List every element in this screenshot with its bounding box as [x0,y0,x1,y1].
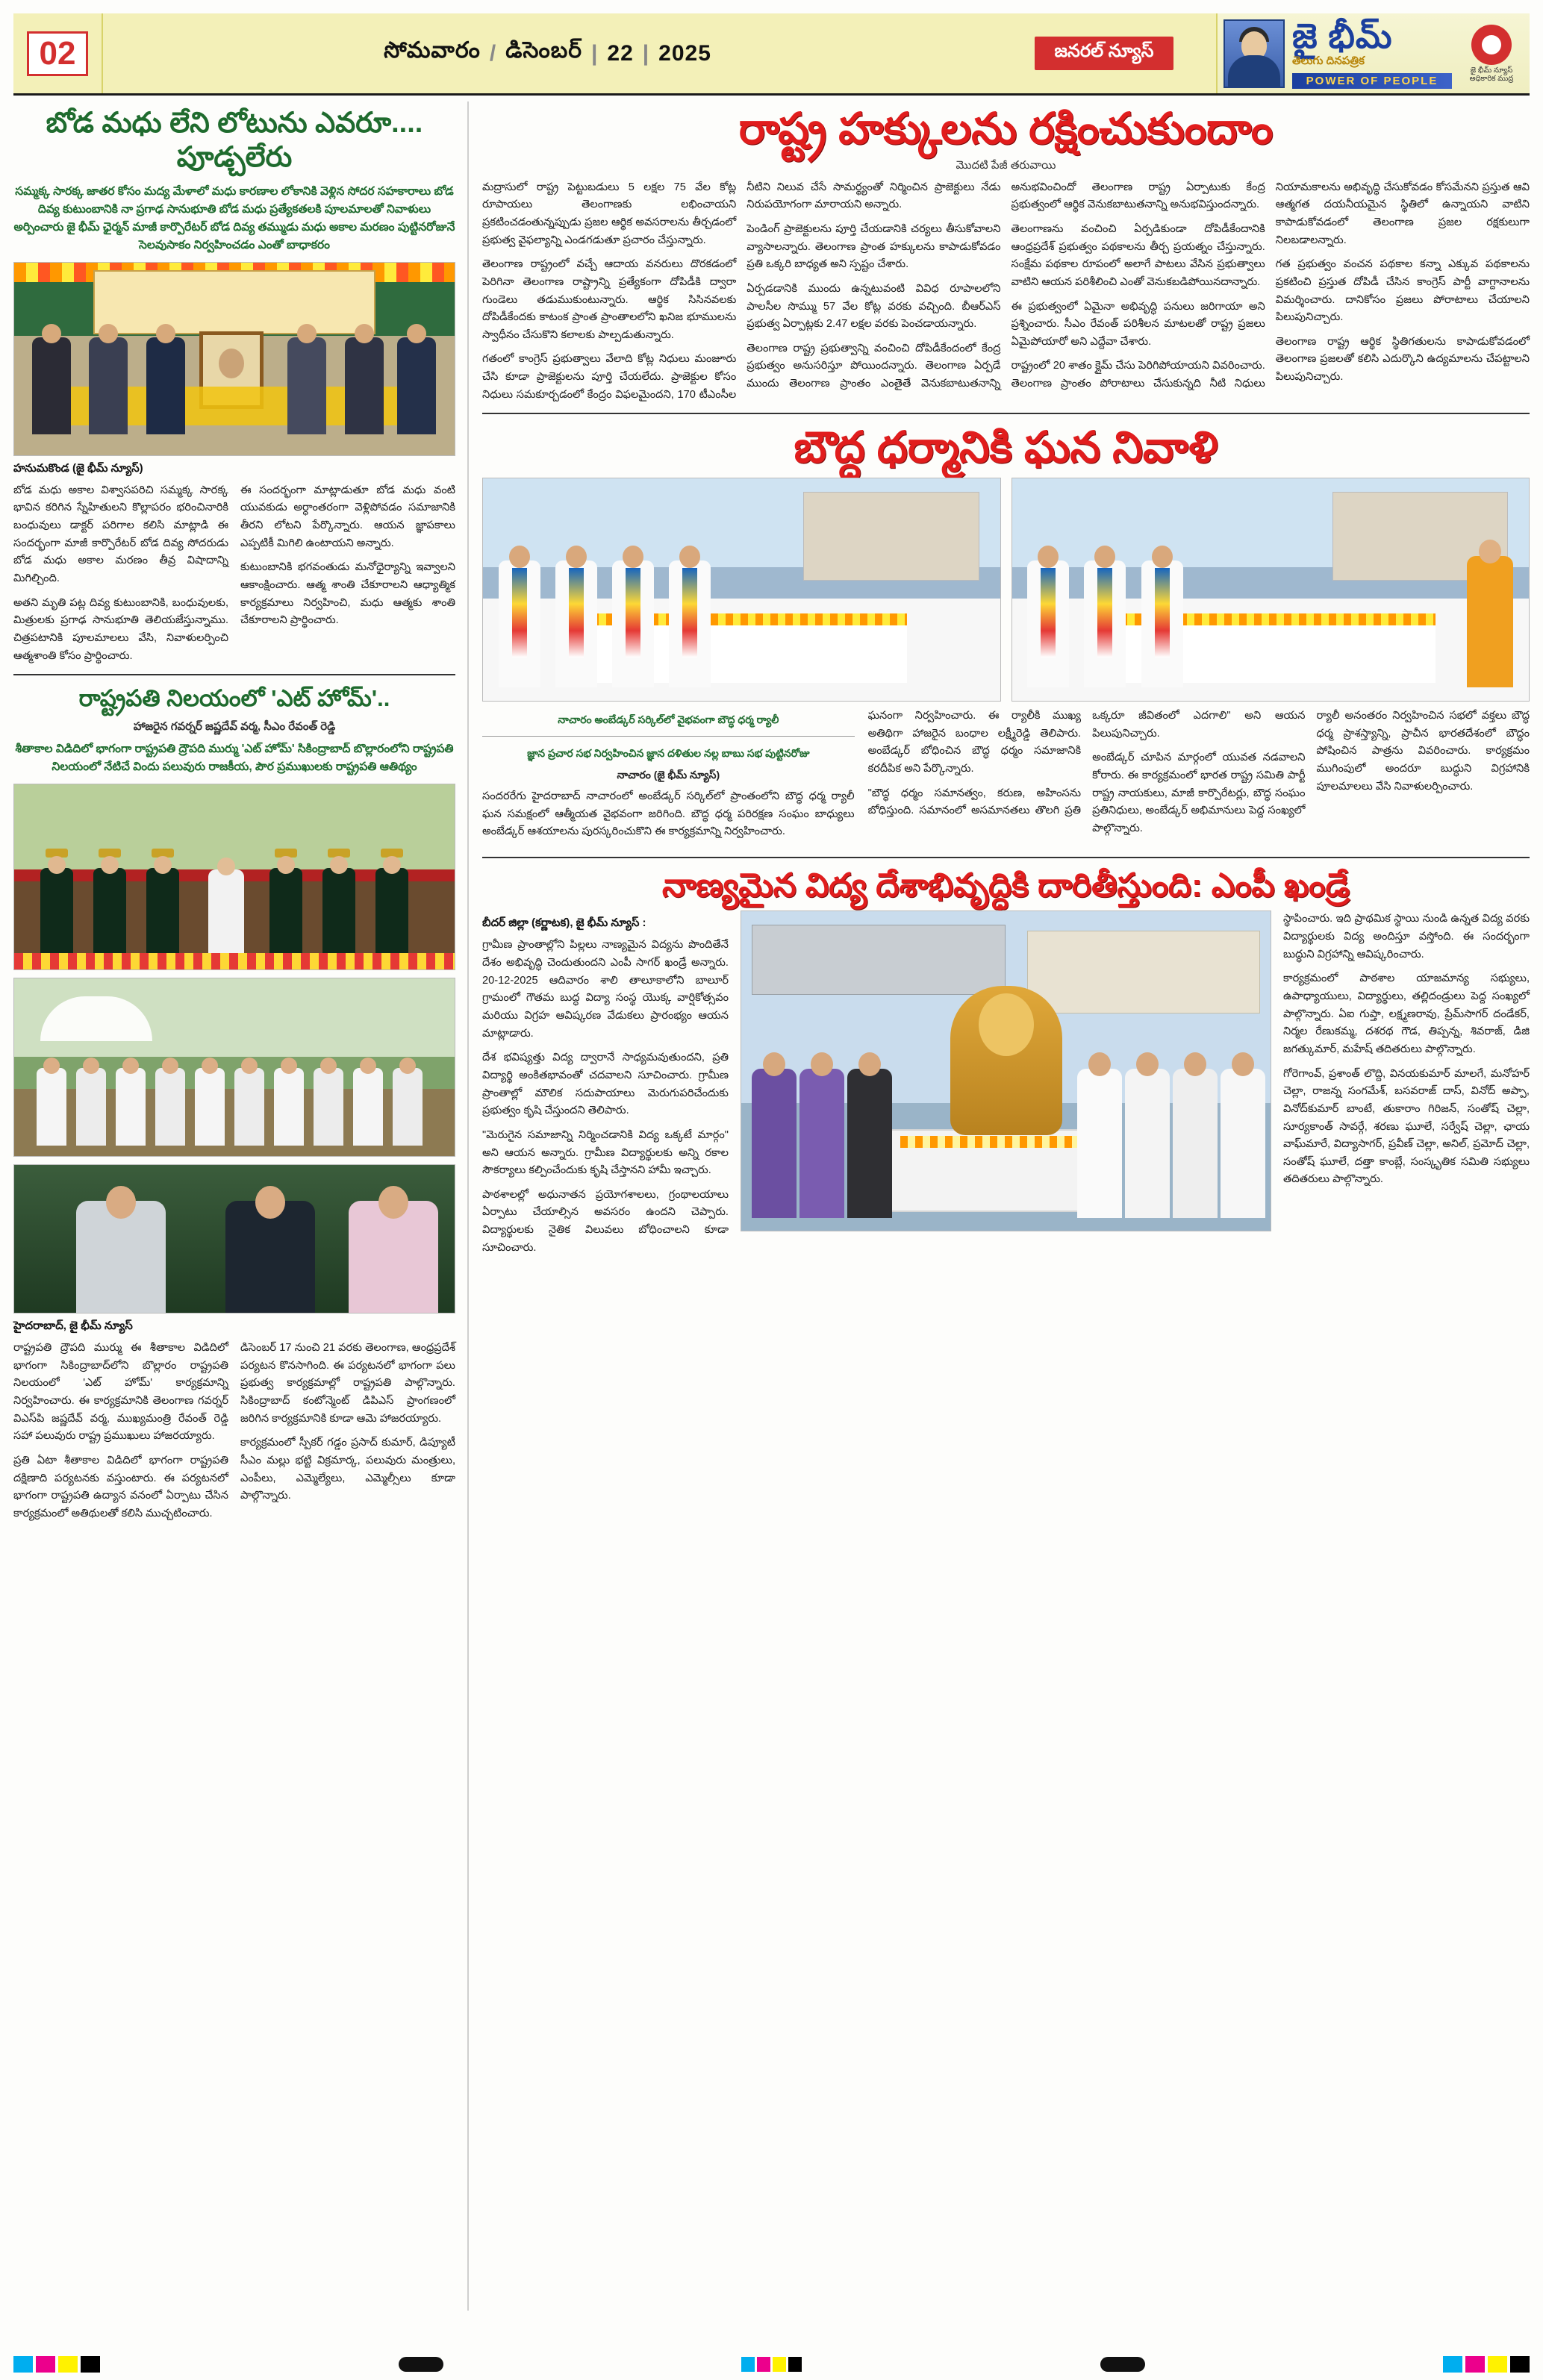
date-day-name: సోమవారం [384,38,481,63]
story2-para-3: డిసెంబర్ 17 నుంచి 21 వరకు తెలంగాణ, ఆంధ్రప్రదేశ్ పర్యటన కొనసాగింది. ఈ పర్యటనలో భాగంగా పలు ప్రభుత్వ కార్యక్రమాల్లో రాష్ట్రపతి పాల్గొన్నారు. సికింద్రాబాద్ కంటోన్మెంట్ డిపిఎస్ ప్రాంగణంలో జరిగిన కార్యక్రమానికి కూడా ఆమె హాజరయ్యారు. [240,1342,455,1425]
left-divider-1 [13,674,455,675]
registration-blob-1 [399,2357,443,2372]
print-registration-bars [13,2355,1530,2374]
buddha-body-col1 [482,788,855,841]
lead-para-7: తెలంగాణను వంచించి ఏర్పడికుండా దోపిడీకేందానికి ఆంధ్రప్రదేశ్ ప్రభుత్వం పథకాలను తీర్చ ప్రయత్నం చేస్తున్నారు. సంక్షేమ పథకాల రూపంలో అలాగే పాటలు వేసిన ప్రభుత్వాలు వాటిని ఆయన పరిశీలించి ఎంతో వెనుకబడిపోయినదాన్నారు. [1011,222,1265,288]
story2-photo-seated [13,1164,455,1314]
swatch-right-yellow [1488,2356,1507,2373]
lead-para-8: ఈ ప్రభుత్వంలో ఏమైనా అభివృద్ధి పనులు జరిగాయా అని ప్రశ్నించారు. సీఎం రేవంత్ పరిశీలన మాటలతో రాష్ట్ర ప్రజలు ఏమైపోయారో అని ఎద్దేవా చేశారు. [1011,300,1265,348]
buddha-photo-left [482,478,1001,702]
lead-para-11: తెలంగాణ రాష్ట్ర ఆర్థిక స్థితిగతులను కాపాడుకోవడంలో తెలంగాణ ప్రజలతో కలిసి ఎదుర్కొని ఉద్యమాలను చేపట్టాలని పిలుపునిచ్చారు. [1275,335,1530,384]
story2-para-1: రాష్ట్రపతి ద్రౌపది ముర్ము ఈ శీతాకాల విడిదిలో భాగంగా సికింద్రాబాద్‌లోని బొల్లారం రాష్ట్రపతి నిలయంలో 'ఎట్ హోమ్' కార్యక్రమాన్ని నిర్వహించారు. ఈ కార్యక్రమానికి తెలంగాణ గవర్నర్ విఎస్‌పి జష్ణదేవ్ వర్మ, ముఖ్యమంత్రి రేవంత్ రెడ్డి సహా పలువురు రాష్ట్ర ప్రముఖులు హాజరయ్యారు. [13,1342,228,1443]
date-separator-2: | [590,40,599,66]
lead-para-10: గత ప్రభుత్వం వంచన పథకాల కన్నా ఎక్కువ పథకాలను ప్రకటించి ప్రస్తుత దోపిడీ చేసిన కాంగ్రెస్ పార్టీ వాగ్దానాలను విమర్శించారు. దానికోసం ప్రజలు పోరాటాలు చేయాలని పిలుపునిచ్చారు. [1275,258,1530,324]
khandre-para-5: స్థాపించారు. ఇది ప్రాథమిక స్థాయి నుండి ఉన్నత విద్య వరకు విద్యార్థులకు విద్య అందిస్తూ వస్తోంది. ఈ సందర్భంగా బుద్ధుని విగ్రహాన్ని ఆవిష్కరించారు. [1283,913,1530,961]
swatch-right-cyan [1443,2356,1462,2373]
newspaper-logo [1216,13,1530,93]
story2-headline: రాష్ట్రపతి నిలయంలో 'ఎట్ హోమ్'.. [78,685,390,712]
registration-blob-2 [1100,2357,1145,2372]
swatch-magenta [36,2356,55,2373]
buddha-caption-2: జ్ఞాన ప్రచార సభ నిర్వహించిన జ్ఞాన దళితుల నల్ల బాబు సభ పుట్టినరోజు [527,747,810,760]
story1-para-1: బోడ మధు అకాల విశ్వాసపరిచి సమ్మక్క సారక్క భావిన కరిగిన స్నేహితులని కొల్లాపరం భరించినారికి బంధువులు డాక్టర్ పరిగాల కలిసి మాట్లాడి ఈ సందర్భంగా మాజీ కార్పొరేటర్ బోడ దివ్య సోదరుడు బోడ మధు అకాల మరణం తీవ్ర విషాదాన్ని మిగిల్చింది. [13,484,228,584]
khandre-para-7: గోరెగాంవ్, ప్రశాంత్ లొద్ది, వినయకుమార్ మాలగే, మనోహర్ చెల్లా, రాజన్న సంగమేశ్, బసవరాజ్ దాస్, వినోద్ అప్పా, వినోద్‌కుమార్ బాంటే, తుకారాం గిరిజన్, సంతోష్ చెల్లా, సూర్యకాంత్ సావర్గే, శరణు ఘూలే, సర్వేష్ చెల్లా, ఛాయ వాఘ్‌మారే, విద్యాసాగర్, ప్రవీణ్ చెల్లా, అనిల్, ప్రమోద్ చెల్లా, సంతోష్ ఘూలే, దత్తా కాంబ్లే, సంస్కృతిక సమితి సభ్యులు తదితరులు పాల్గొన్నారు. [1283,1067,1530,1186]
date-strip [103,13,992,93]
logo-subtitle: తెలుగు దినపత్రిక [1292,54,1365,67]
khandre-para-6: కార్యక్రమంలో పాఠశాల యాజమాన్య సభ్యులు, ఉపాధ్యాయులు, విద్యార్థులు, తల్లిదండ్రులు పెద్ద సంఖ్యలో పాల్గొన్నారు. ఏఐ గుప్తా, లక్ష్మణరావు, ప్రేమ్‌సాగర్ దండేకర్, నిర్మల రేణుకమ్మ, దశరథ గౌడ, తిప్పన్న, శివరాజ్, డిజి జగత్కుమార్, మహేష్ తదితరులు పాల్గొన్నారు. [1283,972,1530,1055]
lead-headline: రాష్ట్ర హక్కులను రక్షించుకుందాం [738,104,1274,153]
page-number: 02 [27,31,89,76]
cmyk-swatches-mid [741,2357,802,2372]
khandre-byline: బీదర్ జిల్లా (కర్ణాటక), జై భీమ్ న్యూస్ : [482,916,646,930]
swatch-mid-yellow [773,2357,786,2372]
swatch-black [81,2356,100,2373]
swatch-yellow [58,2356,78,2373]
buddha-para-1: సందరరేగు హైదరాబాద్ నాచారంలో అంబేడ్కర్ సర్కిల్‌లో ప్రాంతంలోని బౌద్ధ ధర్మ ర్యాలీ ఘన సమక్షంలో ఆత్మీయత వైభవంగా జరిగింది. బౌద్ధ ధర్మ పరిరక్షణ సంఘం బాధ్యులు అంబేడ్కర్ ఆశయాలను పురస్కరించుకొని ఈ కార్యక్రమాన్ని నిర్వహించారు. [482,790,855,838]
lead-para-3: గతంలో కాంగ్రెస్ ప్రభుత్వాలు వేలాది కోట్ల నిధులు మంజూరు చేసి కూడా ప్రాజెక్టులను పూర్తి చేయలేదు. ప్రాజెక్టుల కోసం నిధులు సమకూర్చడంలో కేంద్రం విఫలమైందని, 170 టీఎంసీల నీటిని నిలువ చేసే సామర్థ్యంతో నిర్మించిన ప్రాజెక్టులు నేడు నిరుపయోగంగా మారాయని అన్నారు. [482,181,1001,401]
story1-photo [13,262,455,456]
story1-caption: హనుమకొండ (జై భీమ్ న్యూస్) [13,461,143,475]
section-tag-label: జనరల్ న్యూస్ [1035,37,1173,70]
stamp-seal-icon [1471,25,1512,65]
story2-standfirst: హాజరైన గవర్నర్ జష్ణదేవ్ వర్మ, సీఎం రేవంత్ రెడ్డి [133,720,336,733]
ambedkar-portrait-icon [1224,19,1285,88]
date-month: డిసెంబర్ [505,38,582,63]
masthead [13,13,1530,96]
lead-para-5: ఏర్పడడానికి ముందు ఉన్నటువంటి వివిధ రూపాలలోని పాలసీల సొమ్ము 57 వేల కోట్ల వరకు వచ్చింది. బీఆర్ఎస్ ప్రభుత్వ ఏర్పాట్లకు 2.47 లక్షల వరకు పెంచడాయన్నారు. [746,282,1001,331]
right-divider-2 [482,857,1530,858]
khandre-para-4: పాఠశాలల్లో అధునాతన ప్రయోగశాలలు, గ్రంథాలయాలు ఏర్పాటు చేయాల్సిన అవసరం ఉందని చెప్పారు. విద్యార్థులకు నైతిక విలువలు బోధించాలని కూడా సూచించారు. [482,1188,729,1254]
logo-stamp-caption: జై భీమ్ న్యూస్ అధికారిక ముద్ర [1469,66,1514,83]
logo-stamp [1459,25,1524,83]
cmyk-swatches-left [13,2356,100,2373]
section-tag [992,13,1216,93]
lead-para-2: తెలంగాణ రాష్ట్రంలో వచ్చే ఆదాయ వనరులు దొరకడంలో పెరిగినా తెలంగాణ రాష్ట్రాన్ని ప్రత్యేకంగా దోపిడీకి ద్వారా గుండెలు తడుముకుంటున్నారు. ఆర్థిక సిసినవలకు దోపిడీకేందకు కాటంక ప్రాంత ప్రాంతాలలోని ఖనిజ భూములను స్వాధీనం చేసుకొని కలాలకు పాల్పడుతున్నారు. [482,258,737,341]
date-year: 2025 [658,40,711,66]
story1-headline: బోడ మధు లేని లోటును ఎవరూ.... పూడ్చలేరు [46,107,423,174]
buddha-byline: నాచారం (జై భీమ్ న్యూస్) [617,768,720,781]
lead-kicker: మొదటి పేజీ తరువాయి [956,158,1056,172]
buddha-para-5: ర్యాలీ అనంతరం నిర్వహించిన సభలో వక్తలు బౌద్ధ ధర్మ ప్రాశస్త్యాన్ని, ప్రాచీన భారతదేశంలో బౌద్ధం పోషించిన పాత్రను వివరించారు. కార్యక్రమం ముగింపులో అందరూ బుద్ధుని విగ్రహానికి పూలమాలలు వేసి నివాళులర్పించారు. [1316,710,1530,793]
left-column [13,101,469,2311]
buddha-para-4: అంబేడ్కర్ చూపిన మార్గంలో యువత నడవాలని కోరారు. ఈ కార్యక్రమంలో భారత రాష్ట్ర సమితి పార్టీ రాష్ట్ర నాయకులు, మాజీ కార్పొరేటర్లు, బౌద్ధ సంఘం ప్రతినిధులు, అంబేడ్కర్ అభిమానులు పెద్ద సంఖ్యలో పాల్గొన్నారు. [1092,752,1306,834]
swatch-mid-black [788,2357,802,2372]
swatch-mid-magenta [757,2357,770,2372]
khandre-para-1: గ్రామీణ ప్రాంతాల్లోని పిల్లలు నాణ్యమైన విద్యను పొందితేనే దేశం అభివృద్ధి చెందుతుందని ఎంపీ సాగర్ ఖండ్రే అన్నారు. 20-12-2025 ఆదివారం శాలి తాలూకాలోని బాలూర్ గ్రామంలో గౌతమ బుద్ధ విద్యా సంస్థ యొక్క వార్షికోత్సవం మరియు విగ్రహ ఆవిష్కరణ వేడుకలు ప్రారంభ్యం ఆయన మాట్లాడారు. [482,939,729,1040]
buddha-text-row [482,708,1530,848]
story2-caption: హైదరాబాద్, జై భీమ్ న్యూస్ [13,1319,133,1333]
story2-para-2: ప్రతి ఏటా శీతాకాల విడిదిలో భాగంగా రాష్ట్రపతి దక్షిణాది పర్యటనకు వస్తుంటారు. ఈ పర్యటనలో భాగంగా రాష్ట్రపతి ఉద్యాన వనంలో ఏర్పాటు చేసిన కార్యక్రమంలో అతిథులతో కలిసి ముచ్చటించారు. [13,1454,228,1519]
story1-para-2: అతని మృతి పట్ల దివ్య కుటుంబానికి, బంధువులకు, మిత్రులకు ప్రగాఢ సానుభూతి తెలియజేస్తున్నాము. చిత్రపటానికి పూలమాలలు వేసి, నివాళులర్పించి ఆత్మశాంతి కోసం ప్రార్థించారు. [13,596,228,662]
khandre-body-col3 [1283,911,1530,1264]
story2-photo-guard-of-honour [13,784,455,970]
khandre-para-2: దేశ భవిష్యత్తు విద్య ద్వారానే సాధ్యమవుతుందని, ప్రతి విద్యార్థి అంకితభావంతో చదవాలని సూచించారు. గ్రామీణ ప్రాంతాల్లో మౌలిక సదుపాయాలు మెరుగుపరిచేందుకు ప్రభుత్వం కృషి చేస్తుందని తెలిపారు. [482,1052,729,1117]
story1-body [13,482,455,665]
date-separator-1: / [489,40,497,66]
page-body [13,101,1530,2311]
page-number-box [13,13,103,93]
khandre-headline: నాణ్యమైన విద్య దేశాభివృద్ధికి దారితీస్తుంది: ఎంపీ ఖండ్రే [661,866,1350,904]
logo-title: జై భీమ్ [1292,16,1393,55]
khandre-photo-statue [741,911,1271,1231]
lead-para-4: పెండింగ్ ప్రాజెక్టులను పూర్తి చేయడానికి చర్యలు తీసుకోవాలని వ్యాసాలన్నారు. తెలంగాణ ప్రాంత హక్కులను కాపాడుకోవడం ప్రతి ఒక్కరి బాధ్యత అని స్పష్టం చేశారు. [746,222,1001,271]
lead-para-9: రాష్ట్రంలో 20 శాతం క్లైమ్ చేసు పెరిగిపోయాయని వివరించారు. తెలంగాణ ప్రాంతం పోరాటాలు చేసుకున్నది నీటి నిధులు నియామకాలను అభివృద్ధి చేసుకోవడం కోసమేనని ప్రస్తుత ఆవి ఆత్మగత దయనీయమైన స్థితిలో ఉన్నాయని వాటిని కాపాడుకోవడంలో తెలంగాణ ప్రజల రక్షకులుగా నిలబడాలన్నారు. [1011,181,1530,390]
story2-body [13,1340,455,1522]
story1-standfirst: సమ్మక్క సారక్క జాతర కోసం మద్య మేళాలో మధు కారణాల లోకానికి వెళ్లిన సోదర సహకారాలు బోడ దివ్య కుటుంబానికి నా ప్రగాఢ సానుభూతి బోడ మధు ప్రత్యేకతలకి పూలమాలతో నివాళులు అర్పించారు జై భీమ్ ఛైర్మన్ మాజీ కార్పొరేటర్ బోడ దివ్య తమ్ముడు మధు అకాల మరణం పుట్టినరోజునే సెలవుసాకం నిర్వహించడం ఎంతో బాధాకరం [13,184,455,252]
story2-para-4: కార్యక్రమంలో స్పీకర్ గడ్డం ప్రసాద్ కుమార్, డిప్యూటీ సీఎం మల్లు భట్టి విక్రమార్క, పలువురు మంత్రులు, ఎంపీలు, ఎమ్మెల్యేలు, ఎమ్మెల్సీలు కూడా పాల్గొన్నారు. [240,1437,455,1502]
story2-subhead: శీతాకాల విడిదిలో భాగంగా రాష్ట్రపతి ద్రౌపది ముర్ము 'ఎట్ హోమ్' సికింద్రాబాద్ బొల్లారంలోని రాష్ట్రపతి నిలయంలో నేటిచే విందు పలువురు రాజకీయ, పౌర ప్రముఖులకు రాష్ట్రపతి ఆతిథ్యం [15,743,454,774]
buddha-photo-right [1011,478,1530,702]
logo-ribbon: POWER OF PEOPLE [1292,73,1452,89]
swatch-cyan [13,2356,33,2373]
swatch-right-black [1510,2356,1530,2373]
buddha-para-2: ఘనంగా నిర్వహించారు. ఈ ర్యాలీకి ముఖ్య అతిథిగా హాజరైన బంధాల లక్ష్మీరెడ్డి తెలిపారు. అంబేడ్కర్ బోధించిన బౌద్ధ ధర్మం సమాజానికి కరదీపిక అని పేర్కొన్నారు. [867,710,1082,775]
khandre-body-col1 [482,937,729,1257]
right-column [482,101,1530,2311]
swatch-mid-cyan [741,2357,755,2372]
lead-body [482,179,1530,405]
story2-photo-group [13,978,455,1157]
buddha-headline: బౌద్ధ ధర్మానికి ఘన నివాళి [794,423,1218,472]
khandre-row [482,911,1530,1264]
date-separator-3: | [642,40,650,66]
right-divider-1 [482,413,1530,414]
buddha-caption: నాచారం అంబేడ్కర్ సర్కిల్‌లో వైభవంగా బౌద్ధ ధర్మ ర్యాలీ [558,713,779,726]
story1-para-3: ఈ సందర్భంగా మాట్లాడుతూ బోడ మధు వంటి యువకుడు అర్ధాంతరంగా వెళ్లిపోవడం సమాజానికి తీరని లోటని పేర్కొన్నారు. ఆయన జ్ఞాపకాలు ఎప్పటికీ మిగిలి ఉంటాయని అన్నారు. [240,484,455,549]
buddha-photo-row [482,478,1530,702]
lead-para-1: మద్రాసులో రాష్ట్ర పెట్టుబడులు 5 లక్షల 75 వేల కోట్ల రూపాయలు తెలంగాణకు లభించాయని ప్రకటించడంతున్నప్పుడు ప్రజల ఆర్థిక అవసరాలను తీర్చడంలో ప్రభుత్వ వైఫల్యాన్ని ఎండగడుతూ ప్రచారం చేస్తున్నారు. [482,181,737,246]
buddha-body-rest [868,708,1530,848]
lead-para-6: తెలంగాణ రాష్ట్ర ప్రభుత్వాన్ని వంచించి దోపిడీకేందంలో కేంద్ర ప్రభుత్వం అనుసరిస్తూ పోయింద‌న్నారు. తెలంగాణ ఏర్పడే ముందు తెలంగాణ ప్రాంతం ఎంతైతే వెనుకబాటుతనాన్ని అనుభవించిందో తెలంగాణ రాష్ట్ర ఏర్పాటుకు కేంద్ర ప్రభుత్వంలో ఆర్థిక వెనుకబాటుతనాన్ని అనుభవిస్తుందన్నారు. [746,181,1265,390]
story1-para-4: కుటుంబానికి భగవంతుడు మనోధైర్యాన్ని ఇవ్వాలని ఆకాంక్షించారు. ఆత్మ శాంతి చేకూరాలని ఆధ్యాత్మిక కార్యక్రమాలు నిర్వహించి, మధు ఆత్మకు శాంతి చేకూరాలని ప్రార్థించారు. [240,561,455,627]
swatch-right-magenta [1465,2356,1485,2373]
date-day: 22 [607,40,634,66]
buddha-para-3: "బౌద్ధ ధర్మం సమానత్వం, కరుణ, అహింసను బోధిస్తుంది. సమానంలో అసమానతలు తొలగి ప్రతి ఒక్కరూ జీవితంలో ఎదగాలి" అని ఆయన పిలుపునిచ్చారు. [867,710,1306,817]
khandre-para-3: "మెరుగైన సమాజాన్ని నిర్మించడానికి విద్య ఒక్కటే మార్గం" అని ఆయన అన్నారు. గ్రామీణ విద్యార్థులకు అన్ని రకాల సౌకర్యాలు కల్పించేందుకు కృషి చేస్తానని హామీ ఇచ్చారు. [482,1128,729,1177]
cmyk-swatches-right [1443,2356,1530,2373]
